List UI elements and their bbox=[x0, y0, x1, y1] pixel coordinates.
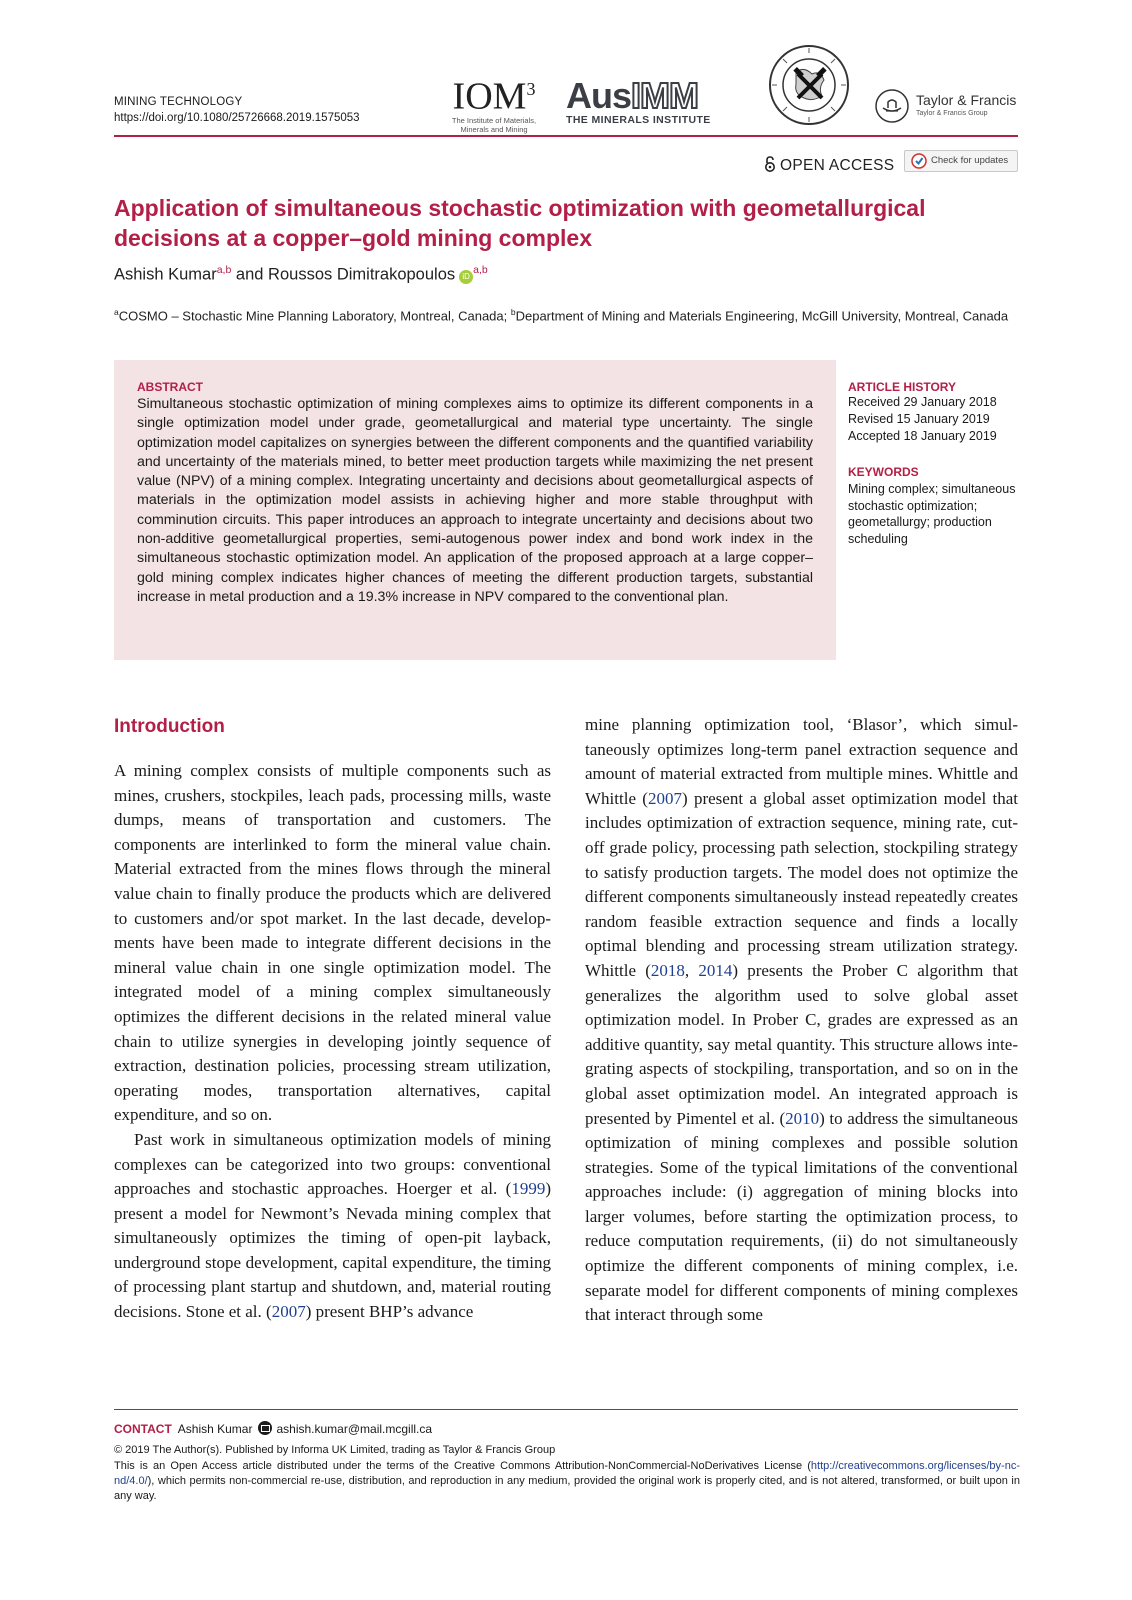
taylor-francis-name: Taylor & Francis bbox=[916, 92, 1017, 108]
iom3-logo-line1: The Institute of Materials, bbox=[451, 115, 537, 125]
authors-and: and bbox=[235, 265, 264, 284]
paragraph bbox=[114, 1128, 551, 1325]
open-lock-icon bbox=[764, 156, 776, 172]
paragraph-text: ) present a global asset optimization model that includes optimization of extraction sequence, mining rate, cutoff grade policy, processing path selection, stockpiling strategy to satisfy production targets. The model does not optimize the different components simultaneously instead repeatedly creates random feasible extraction sequence and finds a locally optimal blending and processing stream utilization strategy. Whittle ( bbox=[585, 788, 1018, 980]
abstract-heading: ABSTRACT bbox=[137, 380, 203, 394]
citation-link[interactable]: 2010 bbox=[785, 1108, 820, 1128]
paragraph bbox=[585, 713, 1018, 1328]
footer-divider bbox=[114, 1409, 1018, 1410]
ausimm-logo bbox=[566, 75, 750, 128]
citation-link[interactable]: 2007 bbox=[647, 788, 682, 808]
author-name: Ashish Kumar bbox=[114, 265, 217, 284]
open-access-text: OPEN ACCESS bbox=[780, 157, 895, 174]
iom3-logo-sup: 3 bbox=[526, 79, 536, 99]
license-text-part: ), which permits non-commercial re-use, distribution, and reproduction in any medium, provided the original work is properly cited, and is not altered, transformed, or built upon in any way. bbox=[114, 1475, 1020, 1502]
paragraph-text: ) present a model for Newmont’s Nevada mining complex that simultaneously optimizes the timing of open-pit layback, underground stope development, capital expenditure, the timing of processing plant startup and shutdown, and, material routing decisions. Stone et al. ( bbox=[114, 1179, 551, 1322]
affil-sup: b bbox=[510, 307, 516, 317]
keywords-text: Mining complex; simultaneous stochastic optimization; geometallurgy; production scheduling bbox=[848, 482, 1016, 546]
check-for-updates-button[interactable] bbox=[904, 150, 1018, 172]
history-received: Received 29 January 2018 bbox=[848, 395, 997, 409]
affiliation-text: Department of Mining and Materials Engineering, McGill University, Montreal, Canada bbox=[515, 308, 1009, 324]
orcid-icon[interactable]: iD bbox=[459, 270, 473, 284]
paragraph-text: mine planning optimization tool, ‘Blasor’, which simultaneously optimizes long-term panel extraction sequence and amount of material extracted from multiple mines. Whittle and Whittle ( bbox=[585, 715, 1018, 808]
paragraph-text: Past work in simultaneous optimization models of mining complexes can be categorized into two groups: conventional approaches and stochastic approaches. Hoerger et al. ( bbox=[114, 1129, 551, 1199]
author-affil-sup: a,b bbox=[473, 264, 488, 276]
keywords-heading: KEYWORDS bbox=[848, 465, 919, 479]
citation-link[interactable]: 2018 bbox=[650, 960, 685, 980]
ausimm-logo-imm: IMM bbox=[631, 75, 698, 116]
body-column-right bbox=[585, 713, 1018, 1328]
mail-icon bbox=[258, 1421, 272, 1435]
iom3-logo bbox=[444, 70, 544, 134]
affiliation-text: COSMO – Stochastic Mine Planning Laboratory, Montreal, Canada; bbox=[118, 308, 511, 324]
society-of-mining-professors-seal bbox=[768, 44, 850, 126]
citation-link[interactable]: 2014 bbox=[698, 960, 733, 980]
crossmark-icon bbox=[911, 153, 927, 169]
ausimm-logo-aus: Aus bbox=[566, 75, 632, 116]
authors bbox=[114, 264, 488, 285]
paragraph-text: , bbox=[684, 960, 699, 980]
ausimm-logo-sub: THE MINERALS INSTITUTE bbox=[566, 114, 711, 126]
body-column-left bbox=[114, 759, 551, 1325]
license-text bbox=[114, 1459, 1020, 1504]
history-revised: Revised 15 January 2019 bbox=[848, 412, 990, 426]
taylor-francis-group: Taylor & Francis Group bbox=[916, 110, 988, 117]
citation-link[interactable]: 2007 bbox=[271, 1302, 306, 1322]
history-accepted: Accepted 18 January 2019 bbox=[848, 429, 997, 443]
contact-email[interactable]: ashish.kumar@mail.mcgill.ca bbox=[276, 1422, 433, 1436]
taylor-francis-logo bbox=[874, 88, 1022, 128]
author-affil-sup: a,b bbox=[216, 264, 232, 276]
paragraph-text: ) presents the Prober C algorithm that generalizes the algorithm used to solve global asset optimization model. In Prober C, grades are expressed as an additive quantity, say metal quantity. This structure allows integrating aspects of stockpiling, transportation, and so on in the global asset optimization model. An integrated approach is presented by Pimentel et al. ( bbox=[585, 960, 1018, 1128]
article-history-heading: ARTICLE HISTORY bbox=[848, 380, 957, 394]
iom3-logo-mark: IOM bbox=[452, 75, 527, 118]
citation-link[interactable]: 1999 bbox=[511, 1179, 546, 1199]
doi-link[interactable]: https://doi.org/10.1080/25726668.2019.1575053 bbox=[114, 112, 360, 124]
paragraph: A mining complex consists of multiple components such as mines, crushers, stockpiles, leach pads, processing mills, waste dumps, means of transportation and customers. The components are interlinked to form the mineral value chain. Material extracted from the mines flows through the mineral value chain to finally produce the products which are delivered to customers and/or spot market. In the last decade, developments have been made to integrate different decisions in the mineral value chain in one single optimization model. The integrated model of a mining complex simultaneously optimizes the different decisions in the related mineral value chain to utilize synergies in developing jointly sequence of extraction, destination policies, processing stream utilization, operating modes, transportation alternatives, capital expenditure, and so on. bbox=[114, 761, 551, 1125]
license-link[interactable]: http://creativecommons.org/licenses/by-nc-nd/4.0/ bbox=[114, 1460, 1020, 1487]
author-name: Roussos Dimitrakopoulos bbox=[268, 265, 456, 284]
journal-name: MINING TECHNOLOGY bbox=[114, 96, 243, 108]
iom3-logo-line2: Minerals and Mining bbox=[460, 124, 528, 134]
copyright-line: © 2019 The Author(s). Published by Informa UK Limited, trading as Taylor & Francis Group bbox=[114, 1444, 556, 1456]
article-title: Application of simultaneous stochastic optimization with geometallurgical decisions at a copper–gold mining complex bbox=[114, 195, 926, 251]
license-text-part: This is an Open Access article distributed under the terms of the Creative Commons Attribution-NonCommercial-NoDerivatives License ( bbox=[114, 1460, 811, 1472]
abstract-text: Simultaneous stochastic optimization of mining complexes aims to optimize its different components in a single optimization model under grade, geometallurgical and material type uncertainty. The single optimization model capitalizes on synergies between the different components and the quantified variability and uncertainty of the materials mined, to better meet production targets while maximizing the net present value (NPV) of a mining complex. Integrating uncertainty and decisions about geometallurgical aspects of materials in the optimization model assists in achieving higher and more stable throughput with comminution circuits. This paper introduces an approach to integrate uncertainty and decisions about two non-additive geometallurgical properties, semi-autogenous power index and bond work index in the simultaneous stochastic optimization model. An application of the proposed approach at a large copper–gold mining complex indicates higher chances of meeting the different production targets, substantial increase in metal production and a 19.3% increase in NPV compared to the conventional plan. bbox=[137, 396, 813, 605]
paragraph-text: ) present BHP’s advance bbox=[305, 1302, 474, 1322]
check-for-updates-label: Check for updates bbox=[931, 155, 1009, 166]
header-divider bbox=[114, 135, 1018, 137]
open-access-label bbox=[764, 156, 894, 175]
contact-line bbox=[114, 1421, 432, 1436]
contact-label: CONTACT bbox=[114, 1422, 172, 1436]
affiliations bbox=[114, 303, 1020, 325]
section-heading: Introduction bbox=[114, 716, 225, 737]
affil-sup: a bbox=[114, 307, 119, 317]
contact-name: Ashish Kumar bbox=[177, 1422, 253, 1436]
paragraph-text: ) to address the simultaneous optimization of mining complexes and possible solution strategies. Some of the typical limitations of the conventional approaches include: (i) aggregation of mining blocks into larger volumes, before starting the optimization process, to reduce computation requirements, (ii) do not simultaneously optimize the different components of mining complex, i.e. separate model for different components of mining complexes that interact through some bbox=[585, 1108, 1018, 1325]
